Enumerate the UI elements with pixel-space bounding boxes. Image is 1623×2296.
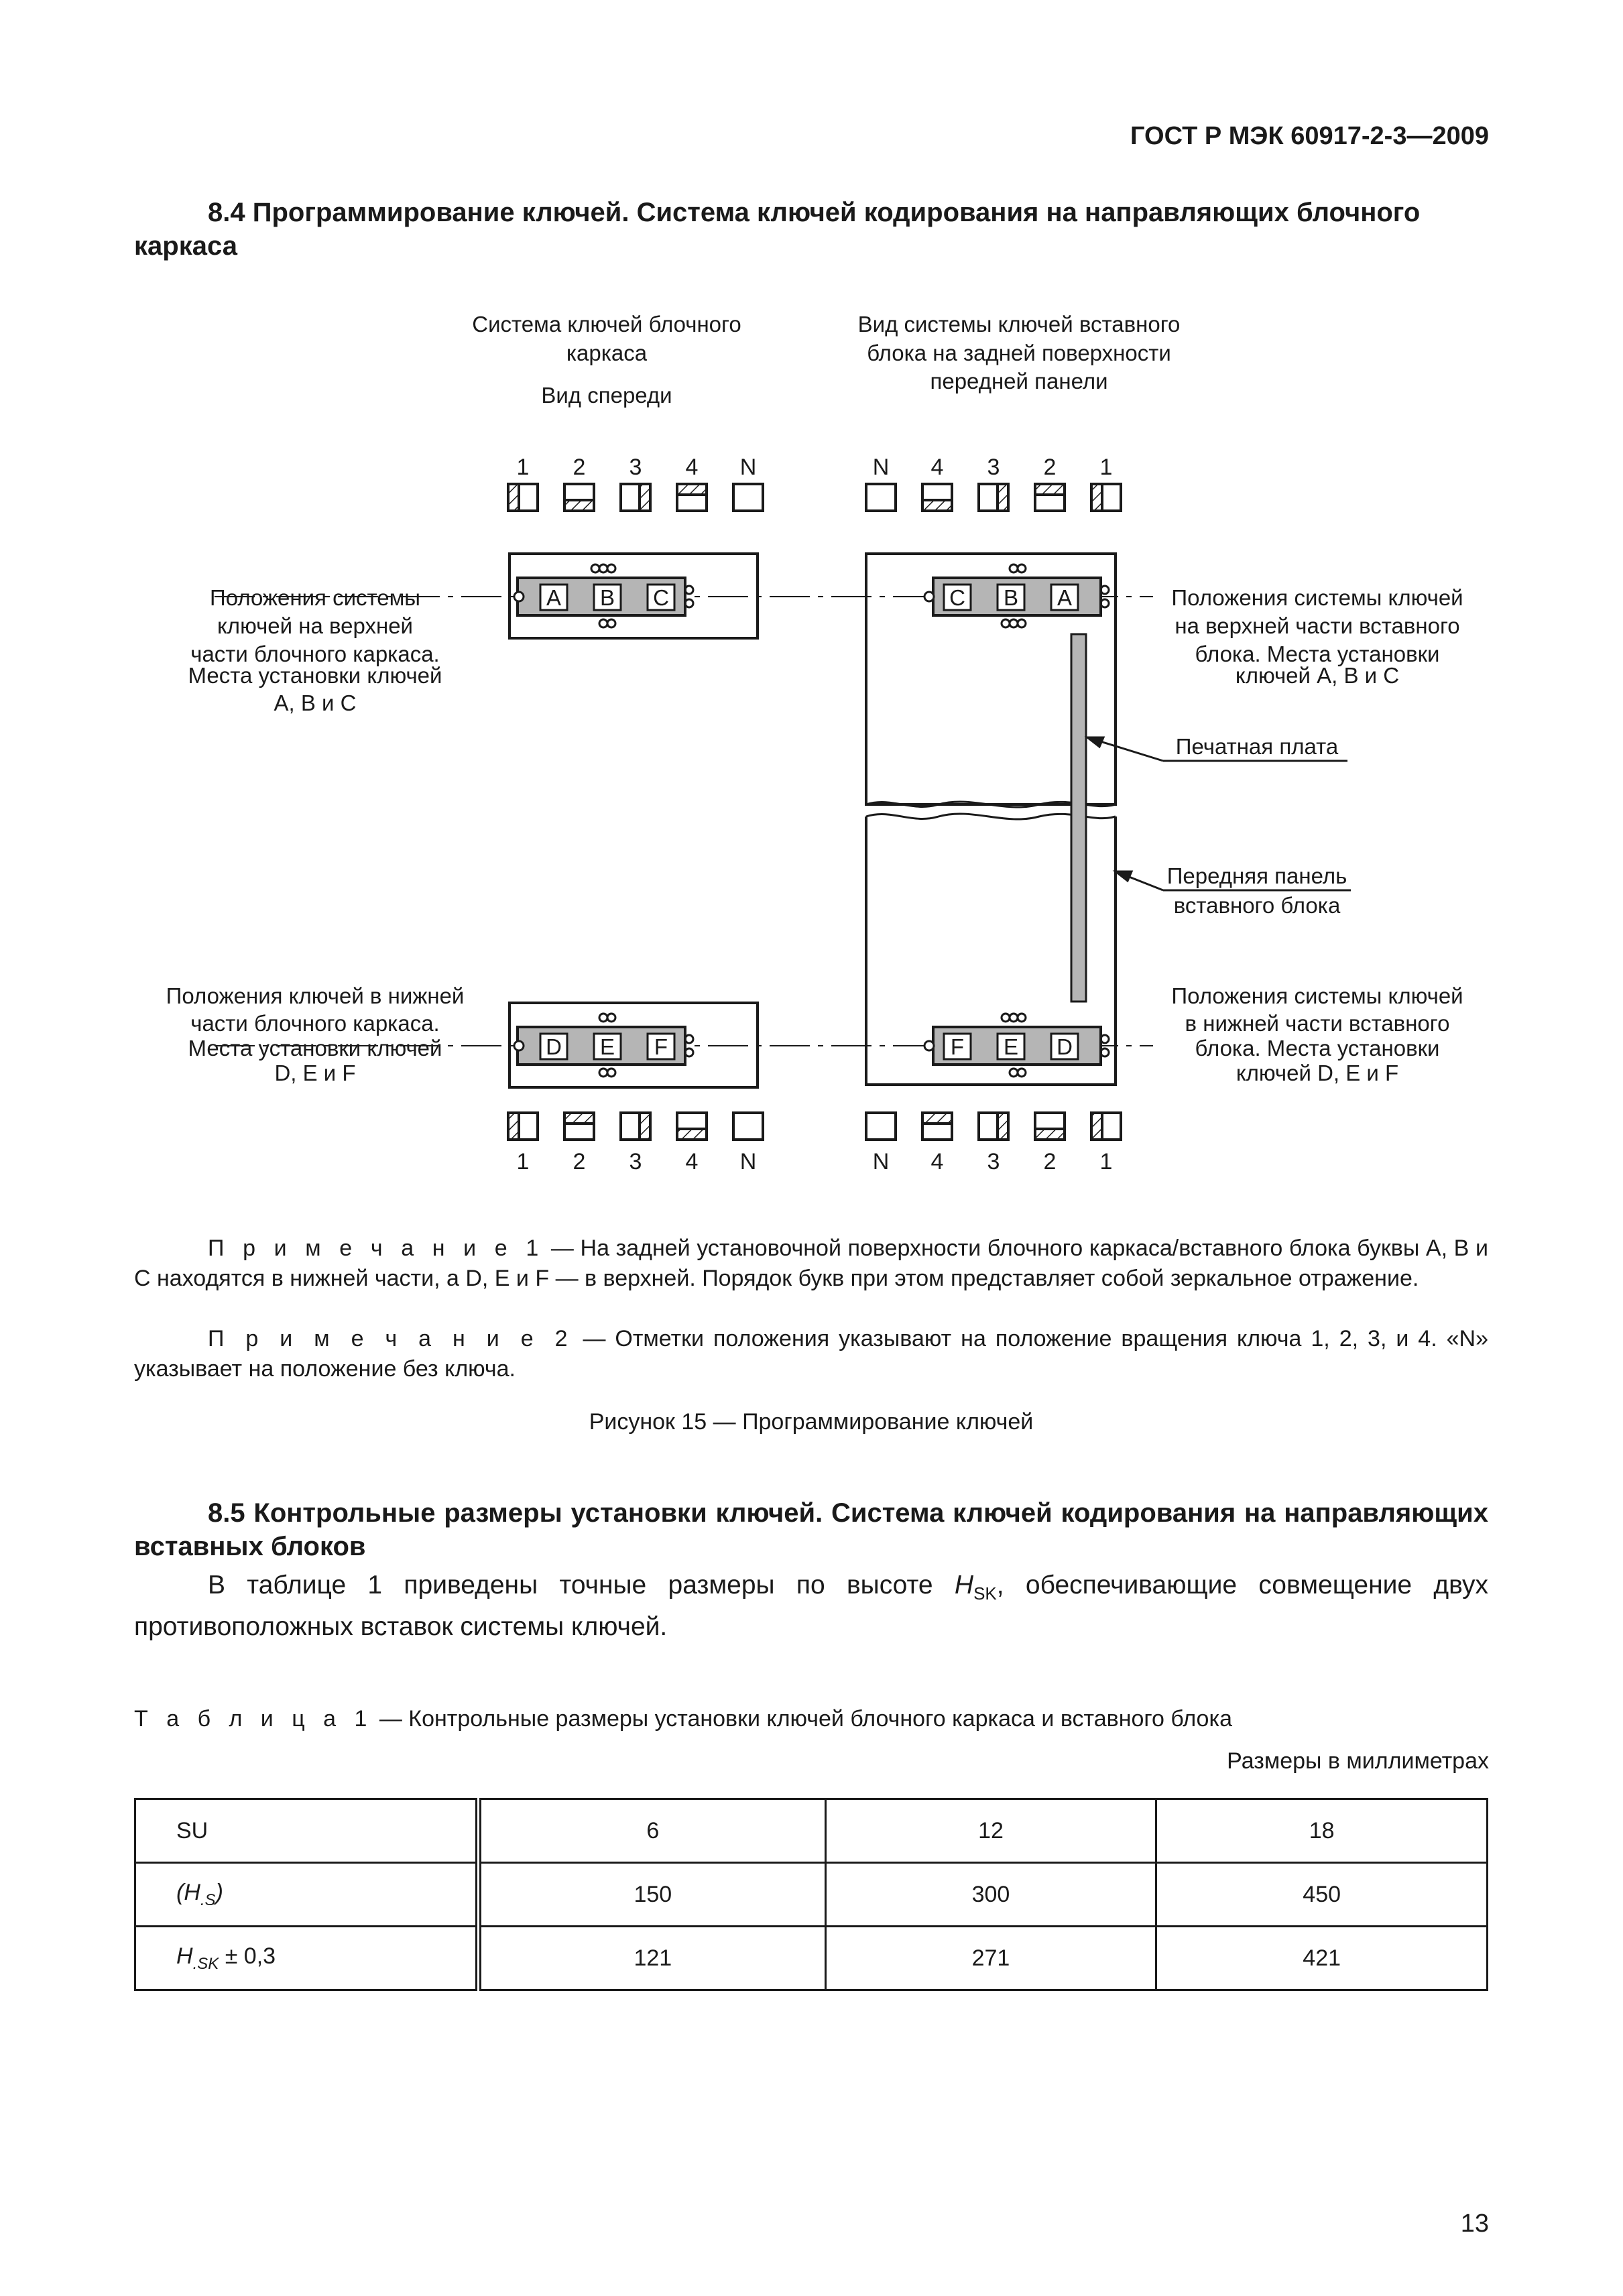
key-indicator <box>1091 1113 1121 1140</box>
label-front-panel: вставного блока <box>1173 893 1341 918</box>
label-upper-right: блока. Места установки <box>1195 642 1440 666</box>
key-letter: A <box>1057 585 1073 610</box>
key-letter: C <box>949 585 965 610</box>
lower-right-key-block <box>924 1014 1109 1077</box>
table-title-label: Т а б л и ц а 1 <box>134 1706 373 1732</box>
left-title-line1: Система ключей блочного <box>472 312 741 337</box>
document-header: ГОСТ Р МЭК 60917-2-3—2009 <box>1130 122 1489 150</box>
right-title-line2: блока на задней поверхности <box>867 341 1171 365</box>
key-number-label: 4 <box>930 1149 944 1174</box>
key-indicator <box>979 484 1008 511</box>
table-row-header: SU <box>135 1799 479 1863</box>
key-indicator <box>677 484 707 511</box>
note-1-text: — На задней установочной поверхности блочного каркаса/вставного блока буквы A, B и C находятся в нижней части, а D, E и F — в верхней. Порядок букв при этом представляет собой зеркальное отражение. <box>134 1235 1488 1291</box>
key-indicator <box>621 484 650 511</box>
key-number-label: 1 <box>1099 1149 1113 1174</box>
label-front-panel: Передняя панель <box>1166 863 1347 888</box>
key-number-label: N <box>739 455 757 480</box>
left-subtitle: Вид спереди <box>541 383 672 408</box>
table-cell: 18 <box>1156 1799 1488 1863</box>
key-number-label: 1 <box>1099 455 1113 480</box>
note-2 <box>134 1324 1488 1384</box>
table-row-header <box>135 1863 479 1927</box>
table-cell: 12 <box>825 1799 1156 1863</box>
key-number-label: 3 <box>629 455 642 480</box>
label-lower-left: части блочного каркаса. <box>190 1011 440 1036</box>
table-cell: 121 <box>479 1927 826 1990</box>
key-number-label: 1 <box>516 1149 530 1174</box>
key-letter: F <box>950 1034 965 1059</box>
key-indicator <box>508 1113 538 1140</box>
table-cell: 271 <box>825 1927 1156 1990</box>
label-upper-left: Положения системы <box>209 585 421 610</box>
label-upper-left: A, B и C <box>274 690 357 715</box>
figure-caption: Рисунок 15 — Программирование ключей <box>589 1409 1034 1435</box>
key-number-label: 1 <box>516 455 530 480</box>
key-indicator <box>979 1113 1008 1140</box>
key-indicator <box>1035 1113 1065 1140</box>
key-number-label: 2 <box>573 1149 586 1174</box>
table-cell: 300 <box>825 1863 1156 1927</box>
h-variable: H <box>954 1571 974 1599</box>
key-number-label: 4 <box>930 455 944 480</box>
table-cell: 6 <box>479 1799 826 1863</box>
label-pcb: Печатная плата <box>1175 734 1339 759</box>
upper-right-key-block <box>924 564 1109 627</box>
key-indicator-none <box>866 484 896 511</box>
table-cell: 450 <box>1156 1863 1488 1927</box>
note-1 <box>134 1233 1488 1294</box>
left-title-line2: каркаса <box>566 341 648 365</box>
dimensions-table <box>134 1798 1488 1991</box>
key-letter: F <box>654 1034 668 1059</box>
section-8-5-paragraph <box>134 1569 1488 1643</box>
note-2-label: П р и м е ч а н и е 2 <box>208 1326 574 1351</box>
key-indicator <box>508 484 538 511</box>
label-upper-left: ключей на верхней <box>217 613 413 638</box>
key-number-label: 3 <box>629 1149 642 1174</box>
table-title-text: — Контрольные размеры установки ключей блочного каркаса и вставного блока <box>373 1706 1232 1732</box>
key-indicator <box>677 1113 707 1140</box>
key-indicator <box>621 1113 650 1140</box>
key-letter: E <box>1003 1034 1019 1059</box>
key-number-label: 2 <box>573 455 586 480</box>
key-number-label: 3 <box>987 455 1000 480</box>
table-row <box>135 1927 1488 1990</box>
label-upper-right: на верхней части вставного <box>1175 613 1460 638</box>
key-indicator <box>1091 484 1121 511</box>
hsk-variable: H <box>176 1943 193 1969</box>
key-number-label: 4 <box>685 455 699 480</box>
label-lower-right: в нижней части вставного <box>1185 1011 1450 1036</box>
label-lower-right: ключей D, E и F <box>1236 1061 1399 1085</box>
arrow-head <box>1087 737 1103 747</box>
key-indicator <box>564 1113 594 1140</box>
key-indicator <box>922 1113 952 1140</box>
label-lower-right: Положения системы ключей <box>1171 983 1463 1008</box>
key-indicator-none <box>733 484 763 511</box>
key-number-label: 4 <box>685 1149 699 1174</box>
table-title <box>134 1706 1232 1732</box>
page-number: 13 <box>1460 2210 1489 2238</box>
key-letter: B <box>1003 585 1019 610</box>
key-letter: B <box>599 585 615 610</box>
section-8-5-title: 8.5 Контрольные размеры установки ключей. Система ключей кодирования на направляющих вставных блоков <box>134 1498 1488 1561</box>
label-upper-right: ключей A, B и C <box>1235 663 1400 688</box>
hsk-tolerance: ± 0,3 <box>219 1943 276 1969</box>
key-letter: D <box>546 1034 562 1059</box>
hs-suffix: ) <box>215 1879 223 1905</box>
hsk-subscript: .SK <box>192 1954 219 1973</box>
label-lower-left: D, E и F <box>274 1061 356 1085</box>
arrow-head <box>1116 871 1132 881</box>
label-upper-left: части блочного каркаса. <box>190 642 440 666</box>
note-2-text: — Отметки положения указывают на положение вращения ключа 1, 2, 3, и 4. «N» указывает на положение без ключа. <box>134 1326 1489 1382</box>
key-letter: C <box>653 585 669 610</box>
key-number-label: N <box>872 1149 890 1174</box>
table-cell: 421 <box>1156 1927 1488 1990</box>
paragraph-text: , обеспечивающие совмещение двух противоположных вставок системы ключей. <box>134 1571 1489 1641</box>
key-number-label: 2 <box>1043 1149 1057 1174</box>
key-letter: E <box>599 1034 615 1059</box>
hs-variable: (H <box>176 1879 200 1905</box>
section-8-4-title: 8.4 Программирование ключей. Система ключей кодирования на направляющих блочного каркаса <box>134 198 1421 261</box>
key-indicator-none <box>733 1113 763 1140</box>
note-1-label: П р и м е ч а н и е 1 <box>208 1235 545 1261</box>
key-number-label: N <box>872 455 890 480</box>
key-indicator <box>922 484 952 511</box>
key-indicator-none <box>866 1113 896 1140</box>
paragraph-text: В таблице 1 приведены точные размеры по высоте <box>208 1571 955 1599</box>
label-lower-left: Места установки ключей <box>188 1036 442 1061</box>
label-upper-right: Положения системы ключей <box>1171 585 1463 610</box>
table-cell: 150 <box>479 1863 826 1927</box>
label-upper-left: Места установки ключей <box>188 663 442 688</box>
key-number-label: N <box>739 1149 757 1174</box>
key-indicator <box>564 484 594 511</box>
right-title-line3: передней панели <box>930 369 1108 394</box>
label-lower-right: блока. Места установки <box>1195 1036 1440 1061</box>
table-units: Размеры в миллиметрах <box>1227 1748 1489 1774</box>
hs-subscript: .S <box>200 1890 216 1909</box>
key-letter: A <box>546 585 562 610</box>
right-title-line1: Вид системы ключей вставного <box>857 312 1181 337</box>
pcb <box>1071 634 1086 1002</box>
key-number-label: 2 <box>1043 455 1057 480</box>
table-row <box>135 1799 1488 1863</box>
key-number-label: 3 <box>987 1149 1000 1174</box>
label-lower-left: Положения ключей в нижней <box>166 983 465 1008</box>
table-row <box>135 1863 1488 1927</box>
h-subscript: SK <box>973 1583 997 1604</box>
key-letter: D <box>1057 1034 1073 1059</box>
key-indicator <box>1035 484 1065 511</box>
table-row-header <box>135 1927 479 1990</box>
